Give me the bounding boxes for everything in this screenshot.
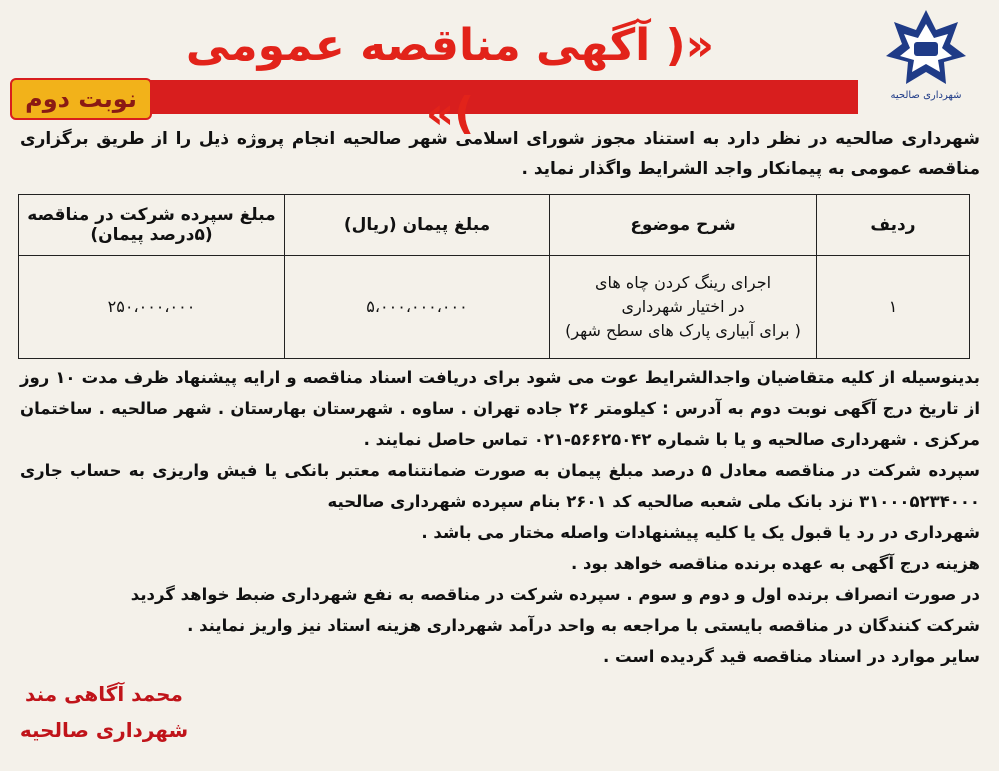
- notice-body: [20, 362, 980, 672]
- body-paragraph: هزینه درج آگهی به عهده برنده مناقصه خواهد بود .: [571, 554, 980, 573]
- body-paragraph: سایر موارد در اسناد مناقصه قید گردیده است .: [603, 647, 980, 666]
- notice-title: «( آگهی مناقصه عمومی )»: [185, 20, 715, 139]
- cell-description: [550, 256, 817, 359]
- municipality-logo: [866, 8, 986, 116]
- cell-row-number: ۱: [817, 256, 970, 359]
- second-round-badge: نوبت دوم: [10, 78, 152, 120]
- logo-caption: شهرداری صالحیه: [890, 90, 962, 101]
- body-paragraph: شهرداری در رد یا قبول یک یا کلیه پیشنهادات واصله مختار می باشد .: [421, 523, 980, 542]
- table-header-row: [19, 195, 970, 256]
- description-line: در اختیار شهرداری: [621, 297, 745, 316]
- header-deposit-amount: مبلغ سپرده شرکت در مناقصه (۵درصد پیمان): [19, 195, 285, 256]
- description-line: ( برای آبیاری پارک های سطح شهر): [565, 321, 801, 340]
- header-description: شرح موضوع: [550, 195, 817, 256]
- header-contract-amount: مبلغ پیمان (ریال): [285, 195, 550, 256]
- body-paragraph: شرکت کنندگان در مناقصه بایستی با مراجعه به واحد درآمد شهرداری هزینه استاد نیز واریز نمایند .: [187, 616, 980, 635]
- signature-block: [14, 676, 194, 748]
- signatory-name: محمد آگاهی مند: [25, 682, 183, 706]
- description-line: اجرای رینگ کردن چاه های: [594, 273, 772, 292]
- municipality-star-logo-icon: [884, 8, 968, 88]
- header-row-number: ردیف: [817, 195, 970, 256]
- intro-text: شهرداری صالحیه در نظر دارد به استناد مجوز شورای اسلامی شهر صالحیه انجام پروژه ذیل را از طریق برگزاری مناقصه عمومی به پیمانکار واجد الشرایط واگذار نماید .: [20, 129, 980, 179]
- project-table: [18, 194, 970, 359]
- signatory-organization: شهرداری صالحیه: [19, 718, 189, 742]
- body-paragraph: بدینوسیله از کلیه متقاضیان واجدالشرایط عوت می شود برای دریافت اسناد مناقصه و ارایه پیشنهاد ظرف مدت ۱۰ روز از تاریخ درج آگهی نوبت دوم به آدرس : کیلومتر ۲۶ جاده تهران . ساوه . شهرستان بهارستان . شهر صالحیه . ساختمان مرکزی . شهرداری صالحیه و یا با شماره ۵۶۶۲۵۰۴۲-۰۲۱ تماس حاصل نمایند .: [20, 368, 981, 449]
- cell-deposit-amount: ۲۵۰،۰۰۰،۰۰۰: [19, 256, 285, 359]
- notice-header: [0, 0, 999, 139]
- body-paragraph: در صورت انصراف برنده اول و دوم و سوم . سپرده شرکت در مناقصه به نفع شهرداری ضبط خواهد گردید: [130, 585, 980, 604]
- table-row: [19, 256, 970, 359]
- cell-contract-amount: ۵،۰۰۰،۰۰۰،۰۰۰: [285, 256, 550, 359]
- body-paragraph: سپرده شرکت در مناقصه معادل ۵ درصد مبلغ پیمان به صورت ضمانتنامه معتبر بانکی یا فیش واریزی به حساب جاری ۳۱۰۰۰۵۲۳۴۰۰۰ نزد بانک ملی شعبه صالحیه کد ۲۶۰۱ بنام سپرده شهرداری صالحیه: [20, 461, 980, 511]
